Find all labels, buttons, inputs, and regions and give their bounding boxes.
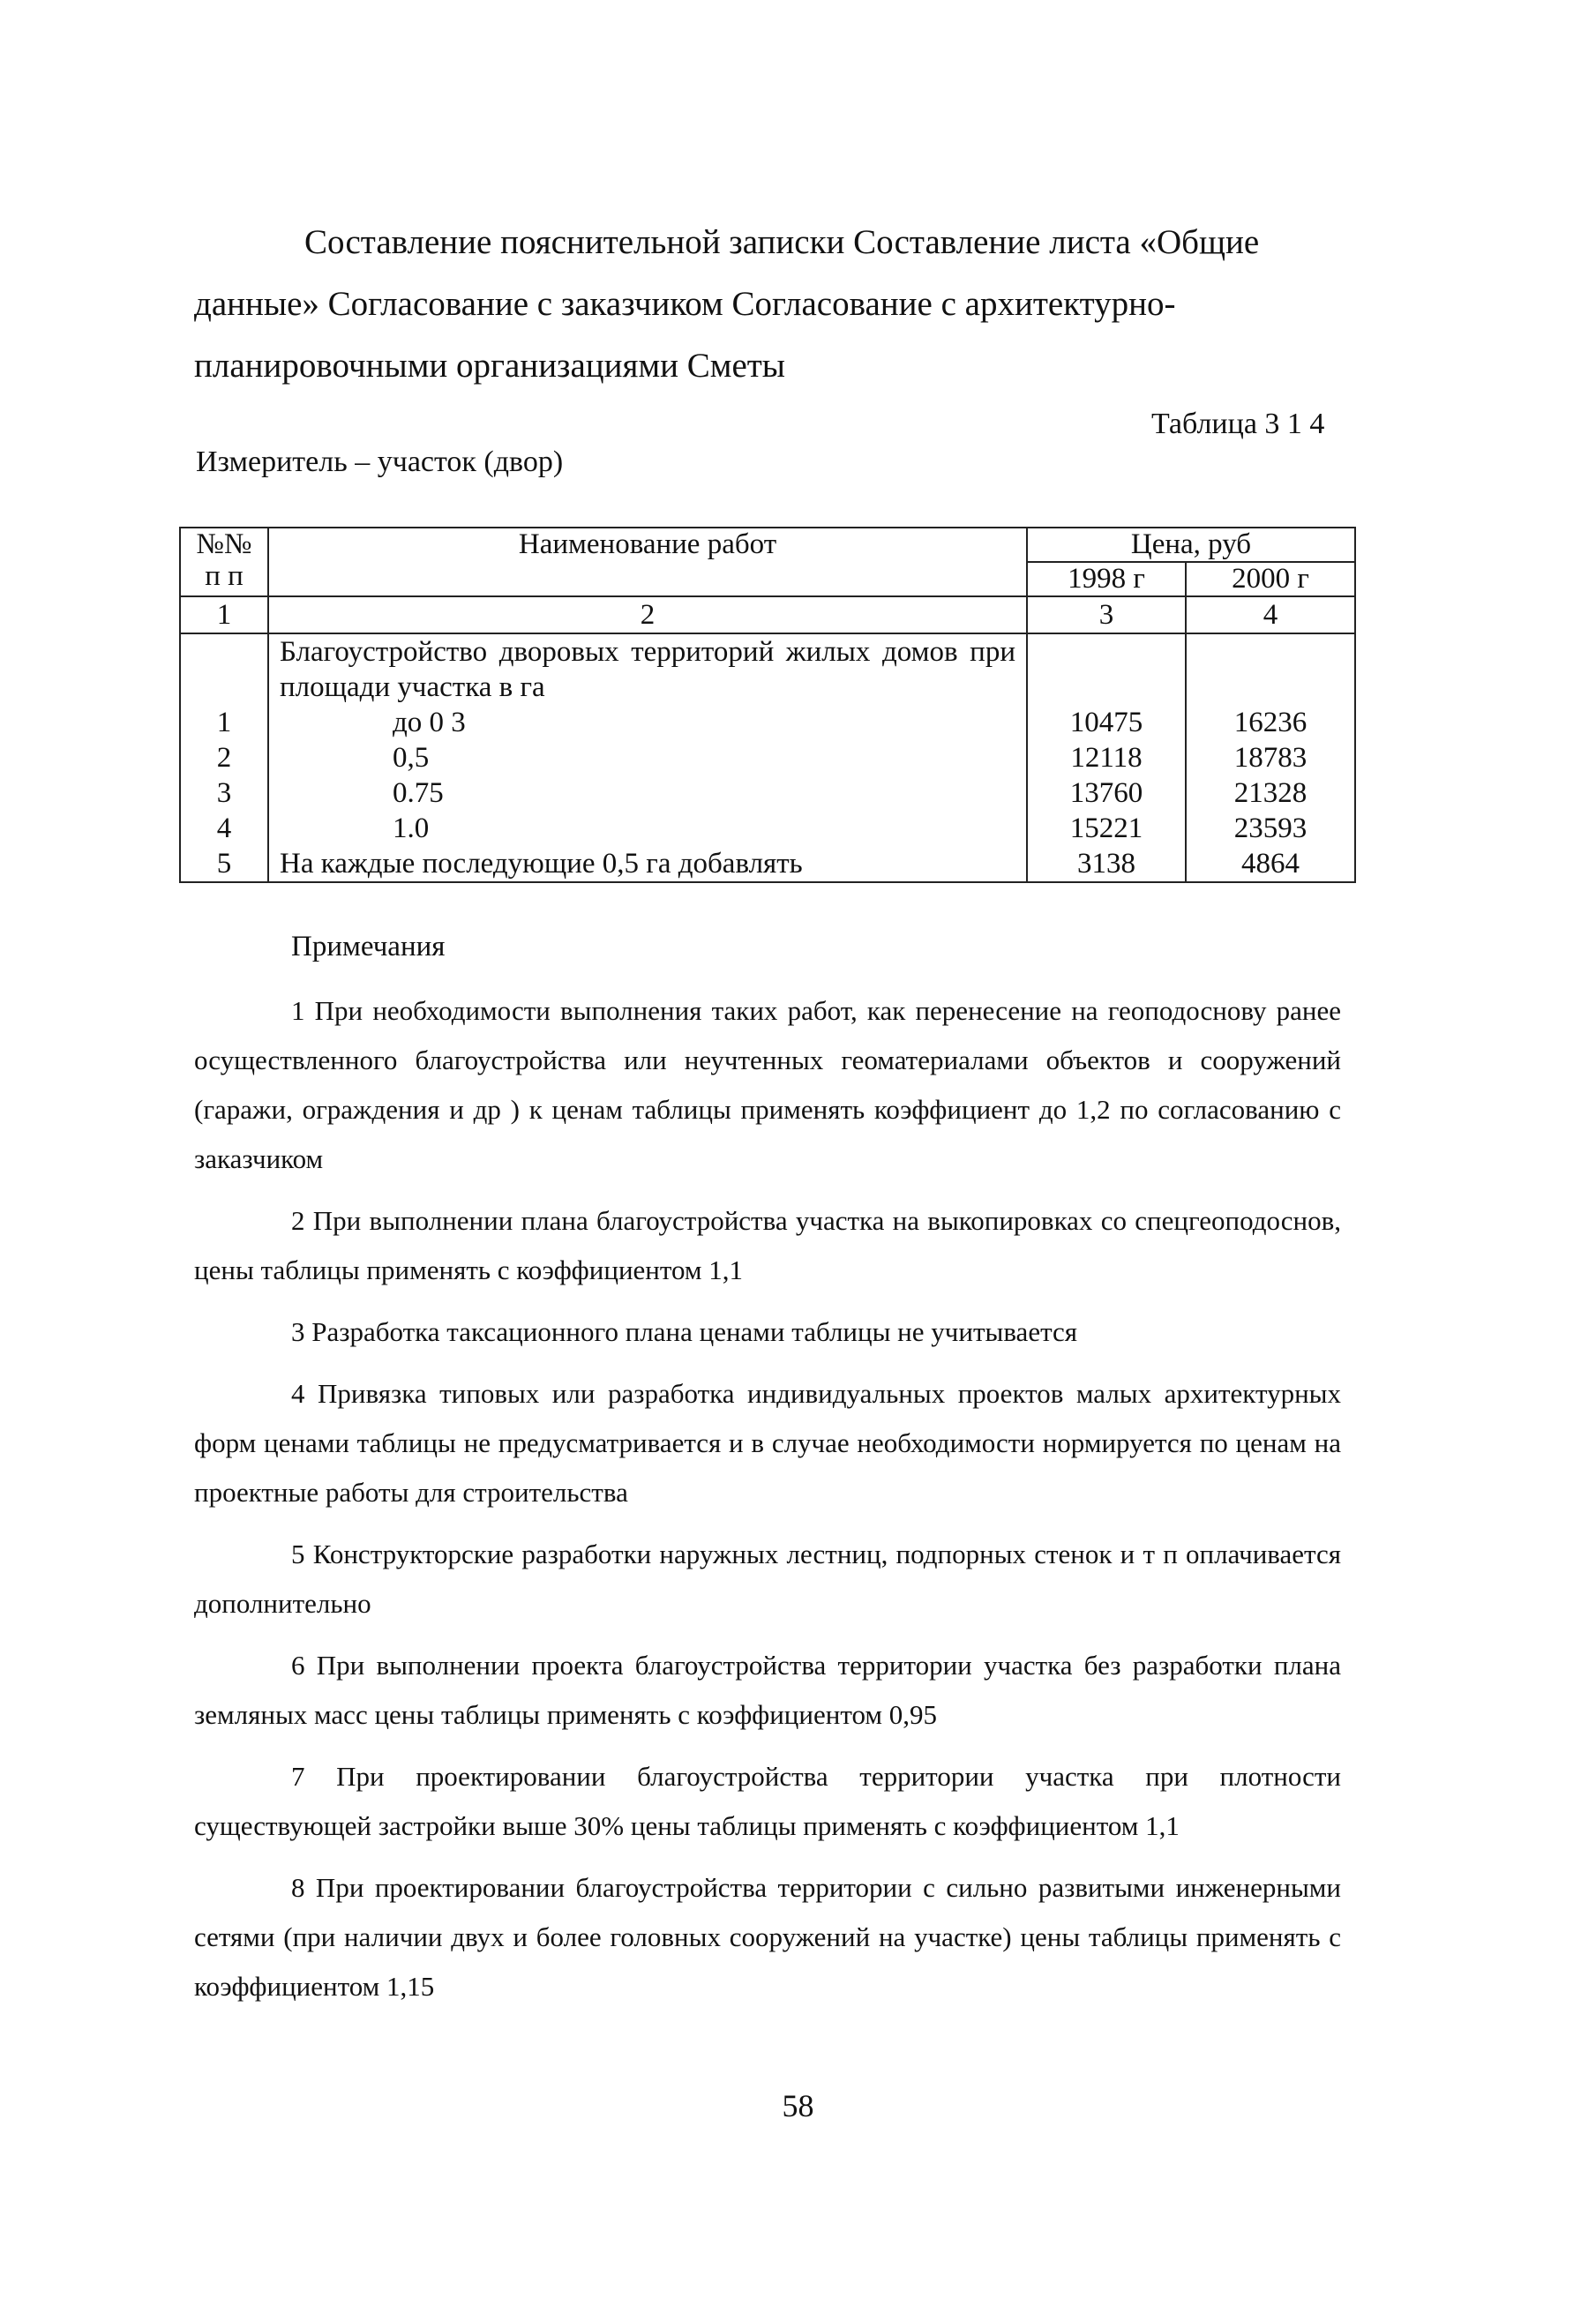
row-num: 2 bbox=[180, 740, 268, 775]
row-price-1998 bbox=[1027, 633, 1186, 705]
table-title: Таблица 3 1 4 bbox=[1151, 408, 1325, 440]
row-name: На каждые последующие 0,5 га добавлять bbox=[268, 846, 1027, 882]
note-item: 4 Привязка типовых или разработка индивидуальных проектов малых архитектурных форм ценами таблицы не предусматривается и в случае необходимости нормируется по ценам на проектные работы для строительства bbox=[194, 1378, 1341, 1508]
header-num-line1: №№ bbox=[196, 528, 252, 560]
header-name: Наименование работ bbox=[268, 528, 1027, 596]
column-number: 3 bbox=[1027, 596, 1186, 633]
header-num-line2: п п bbox=[205, 560, 244, 592]
row-price-2000: 21328 bbox=[1186, 775, 1355, 811]
row-description: Благоустройство дворовых территорий жилых домов при площади участка в га bbox=[268, 633, 1027, 705]
row-price-1998: 3138 bbox=[1027, 846, 1186, 882]
row-price-1998: 15221 bbox=[1027, 811, 1186, 846]
table-row bbox=[180, 811, 1355, 846]
note-item: 2 При выполнении плана благоустройства участка на выкопировках со спецгеоподоснов, цены таблицы применять с коэффициентом 1,1 bbox=[194, 1205, 1341, 1285]
column-number: 2 bbox=[268, 596, 1027, 633]
row-name: 0.75 bbox=[268, 775, 1027, 811]
header-num bbox=[180, 528, 268, 596]
row-num: 5 bbox=[180, 846, 268, 882]
row-name: до 0 3 bbox=[268, 705, 1027, 740]
row-num: 3 bbox=[180, 775, 268, 811]
price-table bbox=[179, 527, 1356, 883]
row-num bbox=[180, 633, 268, 705]
row-price-2000: 23593 bbox=[1186, 811, 1355, 846]
row-price-2000: 4864 bbox=[1186, 846, 1355, 882]
row-name: 1.0 bbox=[268, 811, 1027, 846]
table-row bbox=[180, 775, 1355, 811]
row-price-2000: 18783 bbox=[1186, 740, 1355, 775]
row-price-1998: 12118 bbox=[1027, 740, 1186, 775]
note-item: 7 При проектировании благоустройства территории участка при плотности существующей застройки выше 30% цены таблицы применять с коэффициентом 1,1 bbox=[194, 1761, 1341, 1841]
intro-paragraph: Составление пояснительной записки Составление листа «Общие данные» Согласование с заказчиком Согласование с архитектурно-планировочными организациями Сметы bbox=[194, 223, 1260, 385]
header-price: Цена, руб bbox=[1027, 528, 1355, 562]
note-item: 8 При проектировании благоустройства территории с сильно развитыми инженерными сетями (при наличии двух и более головных сооружений на участке) цены таблицы применять с коэффициентом 1,15 bbox=[194, 1872, 1341, 2002]
column-numbers-row bbox=[180, 596, 1355, 633]
row-num: 1 bbox=[180, 705, 268, 740]
notes-section bbox=[194, 931, 1341, 2024]
notes-heading: Примечания bbox=[291, 931, 446, 962]
row-name: 0,5 bbox=[268, 740, 1027, 775]
table-row bbox=[180, 633, 1355, 705]
header-year-1998: 1998 г bbox=[1027, 562, 1186, 596]
row-price-2000: 16236 bbox=[1186, 705, 1355, 740]
table-header bbox=[180, 528, 1355, 596]
row-price-2000 bbox=[1186, 633, 1355, 705]
header-year-2000: 2000 г bbox=[1186, 562, 1355, 596]
note-item: 5 Конструкторские разработки наружных лестниц, подпорных стенок и т п оплачивается дополнительно bbox=[194, 1539, 1341, 1619]
note-item: 3 Разработка таксационного плана ценами таблицы не учитывается bbox=[291, 1316, 1078, 1347]
note-item: 1 При необходимости выполнения таких работ, как перенесение на геоподоснову ранее осуществленного благоустройства или неучтенных геоматериалами объектов и сооружений (гаражи, ограждения и др ) к ценам таблицы применять коэффициент до 1,2 по согласованию с заказчиком bbox=[194, 995, 1341, 1174]
row-price-1998: 10475 bbox=[1027, 705, 1186, 740]
table-row bbox=[180, 705, 1355, 740]
measure-unit: Измеритель – участок (двор) bbox=[196, 446, 564, 478]
table-body bbox=[180, 596, 1355, 882]
row-num: 4 bbox=[180, 811, 268, 846]
table-row bbox=[180, 846, 1355, 882]
page-number: 58 bbox=[782, 2088, 814, 2123]
table-row bbox=[180, 740, 1355, 775]
row-price-1998: 13760 bbox=[1027, 775, 1186, 811]
column-number: 1 bbox=[180, 596, 268, 633]
note-item: 6 При выполнении проекта благоустройства территории участка без разработки плана земляных масс цены таблицы применять с коэффициентом 0,95 bbox=[194, 1650, 1341, 1730]
column-number: 4 bbox=[1186, 596, 1355, 633]
